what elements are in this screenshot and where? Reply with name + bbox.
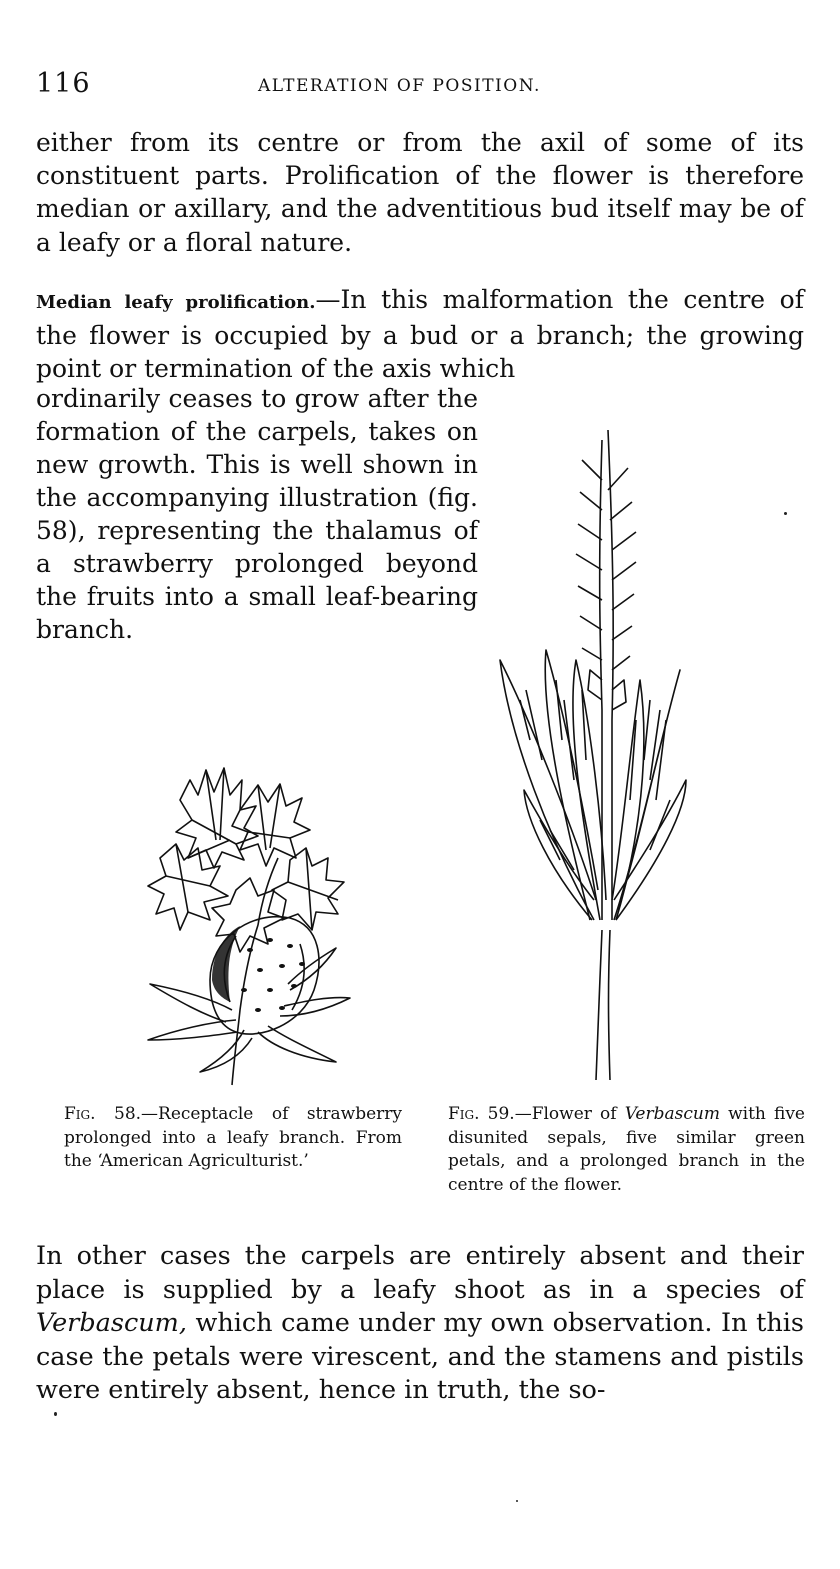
figure-58-label: Fig. 58. [64, 1104, 142, 1124]
figure-59-caption [448, 1103, 805, 1197]
closing-text-1: In other cases the carpels are entirely absent and their place is supplied by a leafy shoot as in a species of [36, 1241, 804, 1305]
running-title: ALTERATION OF POSITION. [258, 76, 541, 96]
figure-59-caption-text-a: —Flower of [514, 1104, 625, 1124]
figure-59-label: Fig. 59. [448, 1104, 515, 1124]
figure-58-caption-text: —Receptacle of strawberry prolonged into a leafy branch. From the ‘American Agriculturist.’ [64, 1104, 403, 1171]
median-prolification-paragraph [36, 283, 804, 386]
page-number: 116 [36, 68, 91, 99]
figure-59-verbascum-illustration [490, 420, 700, 1090]
section-text-full: —In this malformation the centre of the flower is occupied by a bud or a branch; the growing point or termination of the axis which [36, 285, 804, 384]
runin-heading: Median leafy prolification. [36, 292, 316, 313]
print-speck [516, 1500, 518, 1502]
figure-59-caption-text-b: with five disunited sepals, five similar green petals, and a prolonged branch in the centre of the flower. [448, 1104, 805, 1195]
print-speck [784, 512, 787, 515]
closing-italic: Verbascum, [36, 1308, 187, 1339]
closing-paragraph [36, 1240, 804, 1408]
closing-text-2: which came under my own observation. In this case the petals were virescent, and the stamens and pistils were entirely absent, hence in truth, the so- [36, 1308, 804, 1406]
figure-58-strawberry-illustration [140, 740, 370, 1090]
section-text-beside-figure: ordinarily ceases to grow after the formation of the carpels, takes on new growth. This is well shown in the accompanying illustration (fig. 58), representing the thalamus of a strawberry prolonged beyond the fruits into a small leaf-bearing branch. [36, 384, 478, 644]
figure-59-caption-italic: Verbascum [624, 1104, 720, 1124]
opening-paragraph: either from its centre or from the axil of some of its constituent parts. Prolification of the flower is therefore median or axillary, and the adventitious bud itself may be of a leafy or a floral nature. [36, 128, 804, 257]
figure-58-caption [64, 1103, 402, 1174]
print-speck [54, 1412, 57, 1416]
